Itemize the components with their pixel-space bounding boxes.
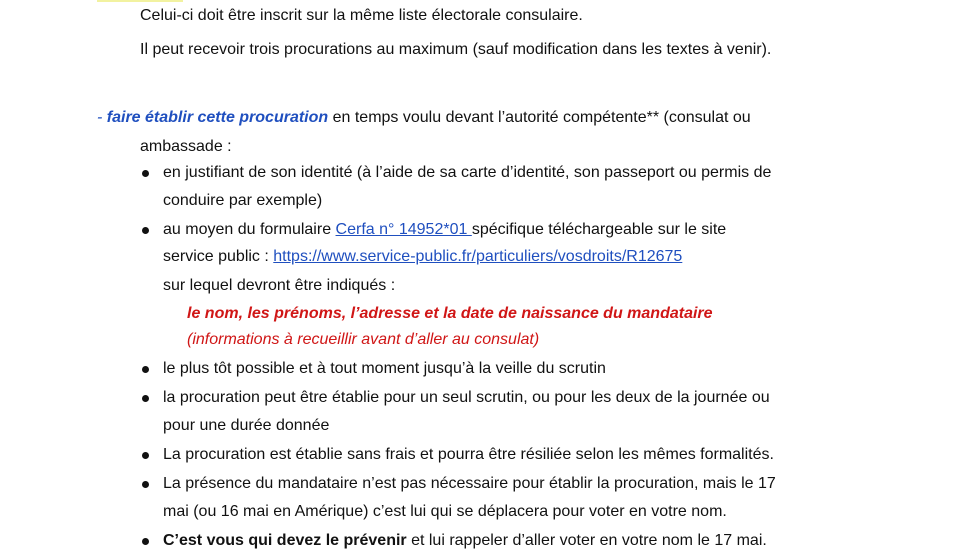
section-heading — [97, 108, 751, 128]
bullet-icon — [142, 452, 149, 459]
bullet-5-line: La procuration est établie sans frais et pourra être résiliée selon les mêmes formalités. — [163, 446, 774, 463]
bullet-7-line — [163, 531, 767, 551]
bullet-icon — [142, 227, 149, 234]
bullet-7-emphasis: C’est vous qui devez le prévenir — [163, 532, 407, 549]
bullet-7-text: et lui rappeler d’aller voter en votre nom le 17 mai. — [406, 532, 767, 549]
bullet-2-line-3: sur lequel devront être indiqués : — [163, 277, 396, 294]
paragraph-line-1: Celui-ci doit être inscrit sur la même liste électorale consulaire. — [140, 7, 583, 24]
heading-emphasis: faire établir cette procuration — [106, 109, 329, 126]
mandatary-info-required: le nom, les prénoms, l’adresse et la date de naissance du mandataire — [187, 305, 713, 322]
service-public-url-link[interactable]: https://www.service-public.fr/particuliers/vosdroits/R12675 — [273, 248, 683, 265]
bullet-icon — [142, 170, 149, 177]
heading-continuation: ambassade : — [140, 138, 232, 155]
heading-text: en temps voulu devant l’autorité compétente** (consulat ou — [328, 109, 751, 126]
bullet-4-line-1: la procuration peut être établie pour un seul scrutin, ou pour les deux de la journée ou — [163, 389, 770, 406]
bullet-3-line: le plus tôt possible et à tout moment jusqu’à la veille du scrutin — [163, 360, 606, 377]
bullet-1-line-2: conduire par exemple) — [163, 192, 323, 209]
bullet-6-line-1: La présence du mandataire n’est pas nécessaire pour établir la procuration, mais le 17 — [163, 475, 776, 492]
mandatary-info-note: (informations à recueillir avant d’aller au consulat) — [187, 331, 540, 348]
bullet-2-text: au moyen du formulaire — [163, 221, 336, 238]
heading-dash: - — [97, 109, 107, 126]
bullet-2-line-1 — [163, 220, 726, 240]
bullet-icon — [142, 395, 149, 402]
service-public-label: service public : — [163, 248, 274, 265]
cerfa-link[interactable]: Cerfa n° 14952*01 — [335, 221, 472, 238]
bullet-6-line-2: mai (ou 16 mai en Amérique) c’est lui qui se déplacera pour voter en votre nom. — [163, 503, 727, 520]
bullet-icon — [142, 366, 149, 373]
bullet-1-line-1: en justifiant de son identité (à l’aide de sa carte d’identité, son passeport ou permis de — [163, 164, 772, 181]
highlight-fragment — [97, 0, 183, 2]
bullet-icon — [142, 538, 149, 545]
bullet-2-line-2 — [163, 247, 682, 267]
bullet-icon — [142, 481, 149, 488]
bullet-2-text-post: spécifique téléchargeable sur le site — [471, 221, 727, 238]
bullet-4-line-2: pour une durée donnée — [163, 417, 330, 434]
paragraph-line-2: Il peut recevoir trois procurations au maximum (sauf modification dans les textes à venir). — [140, 41, 772, 58]
